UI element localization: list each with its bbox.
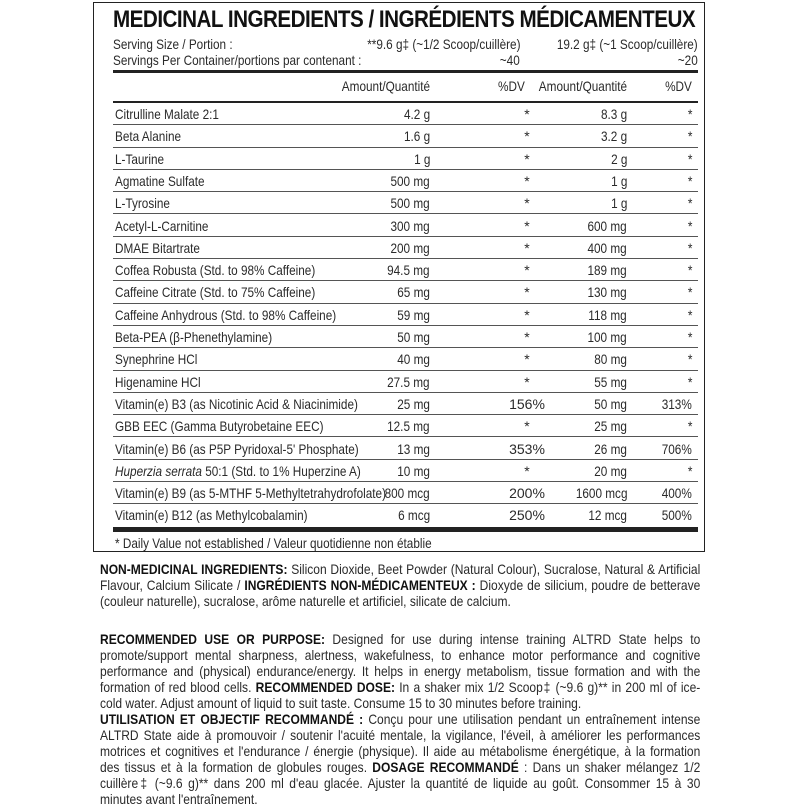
amount-half-serving: 50 mg — [397, 329, 430, 345]
amount-half-serving: 800 mcg — [384, 485, 430, 502]
amount-half-serving: 12.5 mg — [387, 418, 430, 435]
table-row — [113, 281, 698, 303]
dv-full-serving: * — [687, 217, 692, 234]
table-row — [113, 237, 698, 259]
ingredient-name: Acetyl-L-Carnitine — [115, 217, 209, 234]
recommended-dose-label-en: RECOMMENDED DOSE: — [255, 679, 395, 695]
dv-full-serving: 313% — [661, 395, 692, 412]
dv-half-serving: * — [524, 106, 530, 122]
amount-half-serving: 500 mg — [390, 195, 430, 212]
table-row — [113, 504, 698, 526]
dv-full-serving: * — [687, 284, 692, 301]
non-medicinal-label-en: NON-MEDICINAL INGREDIENTS: — [100, 561, 288, 577]
ingredient-name: Synephrine HCl — [115, 351, 198, 368]
ingredient-name: Vitamin(e) B3 (as Nicotinic Acid & Niacinimide) — [115, 395, 358, 412]
dv-half-serving: * — [524, 239, 530, 256]
dv-half-serving: * — [524, 284, 530, 301]
amount-half-serving: 40 mg — [397, 351, 430, 368]
column-header-amount-full: Amount/Quantité — [538, 78, 627, 94]
ingredient-name: Vitamin(e) B12 (as Methylcobalamin) — [115, 507, 308, 524]
ingredient-name: L-Tyrosine — [115, 195, 170, 212]
ingredient-name: L-Taurine — [115, 150, 165, 167]
amount-full-serving: 100 mg — [587, 329, 627, 345]
non-medicinal-text-en: Silicon Dioxide, Beet Powder (Natural Colour), Sucralose, Natural & Artificial Flavour, Calcium Silicate / — [100, 561, 701, 593]
amount-half-serving: 4.2 g — [403, 106, 430, 122]
table-bottom-divider — [113, 527, 698, 532]
dv-full-serving: * — [687, 172, 692, 189]
non-medicinal-label-fr: INGRÉDIENTS NON-MÉDICAMENTEUX : — [244, 577, 476, 593]
dv-full-serving: * — [687, 373, 692, 390]
footnote: * Daily Value not established / Valeur quotidienne non établie — [115, 535, 432, 551]
amount-full-serving: 80 mg — [594, 351, 627, 368]
recommended-use-text-en: Designed for use during intense training ALTRD State helps to promote/support mental sharpness, alertness, wakefulness, to enhance motor performance and cognitive performance and (physical) endurance/energy. It helps in energy metabolism, tissue formation and with the formation of red blood cells. — [100, 631, 701, 695]
ingredient-name: Coffea Robusta (Std. to 98% Caffeine) — [115, 262, 316, 279]
table-row — [113, 259, 698, 281]
amount-full-serving: 1600 mcg — [575, 485, 627, 502]
amount-full-serving: 20 mg — [594, 462, 627, 479]
table-row — [113, 348, 698, 370]
amount-half-serving: 300 mg — [390, 217, 430, 234]
ingredient-name: Beta Alanine — [115, 128, 182, 145]
table-row — [113, 438, 698, 460]
amount-full-serving: 1 g — [610, 195, 627, 212]
servings-half: ~40 — [500, 52, 520, 68]
amount-half-serving: 10 mg — [397, 462, 430, 479]
amount-half-serving: 94.5 mg — [387, 262, 430, 279]
dv-half-serving: 353% — [509, 440, 545, 457]
dv-half-serving: * — [524, 373, 530, 390]
table-row — [113, 415, 698, 437]
dv-half-serving: 200% — [509, 485, 545, 502]
table-row — [113, 460, 698, 482]
amount-full-serving: 400 mg — [587, 239, 627, 256]
table-row — [113, 170, 698, 192]
amount-half-serving: 1 g — [413, 150, 430, 167]
dv-half-serving: * — [524, 462, 530, 479]
ingredient-name: Citrulline Malate 2:1 — [115, 106, 219, 122]
recommended-dose-label-fr: DOSAGE RECOMMANDÉ — [372, 759, 519, 775]
dv-full-serving: * — [687, 128, 692, 145]
table-row — [113, 326, 698, 348]
column-header-dv-full: %DV — [665, 78, 692, 94]
amount-full-serving: 3.2 g — [600, 128, 627, 145]
table-row — [113, 215, 698, 237]
amount-full-serving: 50 mg — [594, 395, 627, 412]
servings-per-container-label: Servings Per Container/portions par contenant : — [113, 52, 362, 68]
recommended-use-fr — [100, 711, 700, 807]
recommended-dose-text-en: In a shaker mix 1/2 Scoop‡ (~9.6 g)** in 200 ml of ice-cold water. Adjust amount of liquid to suit taste. Consume 15 to 30 minutes before training. — [100, 679, 701, 711]
amount-half-serving: 200 mg — [390, 239, 430, 256]
recommended-use-text-fr: Conçu pour une utilisation pendant un entraînement intense ALTRD State aide à promouvoir / soutenir l'acuité mentale, la vigilance, l'éveil, à améliorer les performances motrices et cognitives et l'endurance / énergie (physique). Il aide au métabolisme énergétique, à la formation des tissus et à la formation de globules rouges. — [100, 711, 701, 775]
dv-half-serving: * — [524, 306, 530, 323]
panel-title: MEDICINAL INGREDIENTS / INGRÉDIENTS MÉDICAMENTEUX — [113, 6, 696, 33]
dv-full-serving: 500% — [661, 507, 692, 524]
ingredient-name: Agmatine Sulfate — [115, 172, 205, 189]
ingredient-name: Higenamine HCl — [115, 373, 201, 390]
column-header-dv-half: %DV — [498, 78, 525, 94]
amount-full-serving: 600 mg — [587, 217, 627, 234]
dv-full-serving: 706% — [661, 440, 692, 457]
dv-full-serving: * — [687, 239, 692, 256]
recommended-use-label-fr: UTILISATION ET OBJECTIF RECOMMANDÉ : — [100, 711, 364, 727]
table-row — [113, 304, 698, 326]
amount-half-serving: 500 mg — [390, 172, 430, 189]
dv-full-serving: * — [687, 150, 692, 167]
amount-full-serving: 26 mg — [594, 440, 627, 457]
amount-half-serving: 59 mg — [397, 306, 430, 323]
serving-size-half: **9.6 g‡ (~1/2 Scoop/cuillère) — [366, 36, 520, 52]
dv-full-serving: * — [687, 418, 692, 435]
dv-full-serving: * — [687, 262, 692, 279]
amount-half-serving: 27.5 mg — [387, 373, 430, 390]
serving-size-label: Serving Size / Portion : — [113, 36, 233, 52]
amount-full-serving: 130 mg — [587, 284, 627, 301]
amount-half-serving: 6 mcg — [397, 507, 430, 524]
ingredient-name: Vitamin(e) B9 (as 5-MTHF 5-Methyltetrahydrofolate) — [115, 485, 387, 502]
ingredient-name: DMAE Bitartrate — [115, 239, 200, 256]
ingredient-name: Huperzia serrata 50:1 (Std. to 1% Huperzine A) — [115, 462, 361, 479]
ingredient-name: Beta-PEA (β-Phenethylamine) — [115, 329, 273, 345]
ingredient-name: GBB EEC (Gamma Butyrobetaine EEC) — [115, 418, 324, 435]
ingredient-name: Vitamin(e) B6 (as P5P Pyridoxal-5' Phosphate) — [115, 440, 359, 457]
dv-half-serving: * — [524, 128, 530, 145]
dv-full-serving: 400% — [661, 485, 692, 502]
amount-full-serving: 189 mg — [587, 262, 627, 279]
dv-half-serving: * — [524, 351, 530, 368]
dv-half-serving: * — [524, 195, 530, 212]
amount-half-serving: 13 mg — [397, 440, 430, 457]
dv-half-serving: 156% — [509, 395, 545, 412]
table-row — [113, 393, 698, 415]
amount-half-serving: 65 mg — [397, 284, 430, 301]
ingredient-name: Caffeine Anhydrous (Std. to 98% Caffeine) — [115, 306, 337, 323]
amount-half-serving: 1.6 g — [403, 128, 430, 145]
amount-half-serving: 25 mg — [397, 395, 430, 412]
serving-size-full: 19.2 g‡ (~1 Scoop/cuillère) — [557, 36, 698, 52]
dv-half-serving: * — [524, 150, 530, 167]
dv-full-serving: * — [687, 195, 692, 212]
recommended-use-en — [100, 631, 700, 711]
dv-full-serving: * — [687, 106, 692, 122]
dv-half-serving: 250% — [509, 507, 545, 524]
table-row — [113, 192, 698, 214]
dv-half-serving: * — [524, 329, 530, 345]
thick-divider — [113, 70, 698, 73]
table-row — [113, 482, 698, 504]
table-row — [113, 103, 698, 125]
non-medicinal-ingredients — [100, 561, 700, 609]
table-row — [113, 148, 698, 170]
ingredient-name: Caffeine Citrate (Std. to 75% Caffeine) — [115, 284, 316, 301]
dv-half-serving: * — [524, 217, 530, 234]
dv-half-serving: * — [524, 172, 530, 189]
servings-full: ~20 — [678, 52, 698, 68]
amount-full-serving: 55 mg — [594, 373, 627, 390]
table-row — [113, 371, 698, 393]
table-row — [113, 125, 698, 147]
non-medicinal-text-fr: Dioxyde de silicium, poudre de betterave (couleur naturelle), sucralose, arôme naturelle et artificiel, silicate de calcium. — [100, 577, 701, 609]
ingredient-name-italic: Huperzia serrata — [115, 462, 202, 479]
dv-full-serving: * — [687, 351, 692, 368]
amount-full-serving: 2 g — [610, 150, 627, 167]
recommended-use-label-en: RECOMMENDED USE OR PURPOSE: — [100, 631, 325, 647]
dv-half-serving: * — [524, 418, 530, 435]
dv-full-serving: * — [687, 462, 692, 479]
recommended-dose-text-fr: : Dans un shaker mélangez 1/2 cuillère‡ (~9.6 g)** dans 200 ml d'eau glacée. Ajuster la quantité de liquide au goût. Consommer 15 à 30 minutes avant l'entraînement. — [100, 759, 701, 807]
amount-full-serving: 8.3 g — [600, 106, 627, 122]
amount-full-serving: 1 g — [610, 172, 627, 189]
column-header-amount-half: Amount/Quantité — [341, 78, 430, 94]
dv-full-serving: * — [687, 329, 692, 345]
amount-full-serving: 25 mg — [594, 418, 627, 435]
dv-half-serving: * — [524, 262, 530, 279]
dv-full-serving: * — [687, 306, 692, 323]
amount-full-serving: 118 mg — [588, 306, 627, 323]
amount-full-serving: 12 mcg — [588, 507, 627, 524]
